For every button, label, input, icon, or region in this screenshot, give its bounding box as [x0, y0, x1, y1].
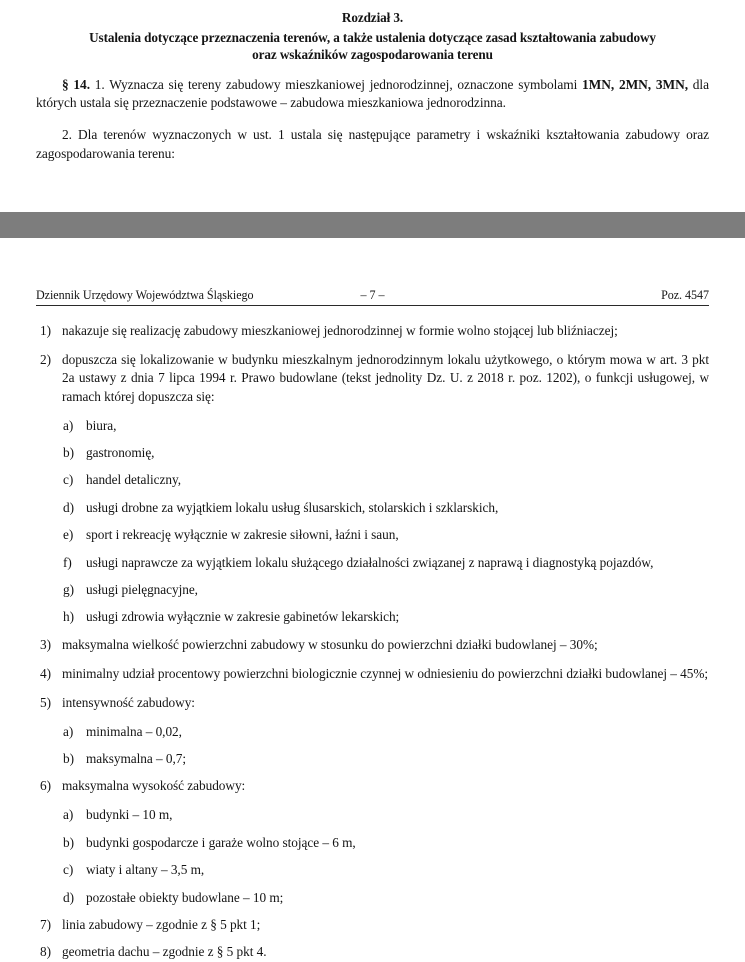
list-item-5-text: intensywność zabudowy: [62, 694, 195, 710]
list-item-2c-text: handel detaliczny, [86, 472, 181, 488]
page-fragment-top [0, 0, 745, 212]
paragraph-14-2 [36, 126, 709, 163]
list-item-6 [40, 777, 709, 795]
list-item-5a-marker: a) [63, 723, 74, 739]
list-item-5b [63, 750, 709, 768]
list-item-5 [40, 694, 709, 712]
list-item-6d-text: pozostałe obiekty budowlane – 10 m; [86, 889, 284, 905]
list-item-6a-text: budynki – 10 m, [86, 807, 173, 823]
list-item-6b-text: budynki gospodarcze i garaże wolno stojące – 6 m, [86, 834, 356, 850]
list-item-6d [63, 889, 709, 907]
chapter-title-block [36, 9, 709, 64]
list-item-2f-text: usługi naprawcze za wyjątkiem lokalu służącego działalności związanej z naprawą i diagnostyką pojazdów, [86, 554, 654, 570]
list-item-6b-marker: b) [63, 834, 74, 850]
running-head-position: Poz. 4547 [661, 288, 709, 302]
list-item-2a [63, 417, 709, 435]
list-item-2c [63, 471, 709, 489]
list-item-2e [63, 526, 709, 544]
list-item-2d [63, 499, 709, 517]
list-item-4-marker: 4) [40, 665, 51, 681]
list-item-5a-text: minimalna – 0,02, [86, 723, 182, 739]
paragraph-14-1 [36, 76, 709, 113]
list-item-1 [40, 322, 709, 340]
list-item-5b-text: maksymalna – 0,7; [86, 751, 186, 766]
list-item-2h-marker: h) [63, 609, 74, 625]
list-item-2e-marker: e) [63, 527, 74, 543]
list-item-6c [63, 861, 709, 879]
provisions-list [36, 322, 709, 962]
running-head-page-number: – 7 – [360, 288, 385, 302]
list-item-2-text: dopuszcza się lokalizowanie w budynku mieszkalnym jednorodzinnym lokalu użytkowego, o którym mowa w art. 3 pkt 2a ustawy z dnia 7 lipca 1994 r. Prawo budowlane (tekst jednolity Dz. U. z 2018 r. poz. 1202), o funkcji usługowej, w ramach której dopuszcza się: [62, 351, 709, 404]
chapter-heading: Rozdział 3. [341, 10, 404, 25]
list-item-6a [63, 806, 709, 824]
list-item-6-text: maksymalna wysokość zabudowy: [62, 778, 246, 794]
list-item-2 [40, 351, 709, 406]
list-item-3-text: maksymalna wielkość powierzchni zabudowy w stosunku do powierzchni działki budowlanej – 30%; [62, 636, 598, 652]
list-item-2g [63, 581, 709, 599]
terrain-symbols: 1MN, 2MN, 3MN, [582, 76, 689, 92]
list-item-2d-marker: d) [63, 499, 74, 515]
list-item-5-marker: 5) [40, 694, 51, 710]
list-item-2f-marker: f) [63, 554, 72, 570]
list-item-6c-marker: c) [63, 862, 74, 878]
chapter-subtitle-line-1: Ustalenia dotyczące przeznaczenia terenów, a także ustalenia dotyczące zasad kształtowania zabudowy [89, 29, 656, 45]
cut-off-line [36, 956, 709, 960]
page-separator-band [0, 212, 745, 238]
list-item-2a-marker: a) [63, 417, 74, 433]
list-item-2d-text: usługi drobne za wyjątkiem lokalu usług ślusarskich, stolarskich i szklarskich, [86, 499, 499, 515]
list-item-6d-marker: d) [63, 889, 74, 905]
list-item-2-marker: 2) [40, 351, 51, 367]
running-head-journal: Dziennik Urzędowy Województwa Śląskiego [36, 288, 254, 302]
list-item-2h [63, 608, 709, 626]
list-item-2b-text: gastronomię, [86, 445, 155, 461]
list-item-7-text: linia zabudowy – zgodnie z § 5 pkt 1; [62, 916, 261, 932]
list-item-7 [40, 916, 709, 934]
paragraph-14-2-text: 2. Dla terenów wyznaczonych w ust. 1 ustala się następujące parametry i wskaźniki kształtowania zabudowy oraz zagospodarowania terenu: [36, 127, 709, 161]
list-item-2f [63, 554, 709, 572]
list-item-4 [40, 665, 709, 683]
list-item-2g-marker: g) [63, 582, 74, 598]
list-item-7-marker: 7) [40, 916, 51, 932]
list-item-2b [63, 444, 709, 462]
list-item-2a-text: biura, [86, 417, 117, 433]
running-head-rule [36, 305, 709, 306]
list-item-2b-marker: b) [63, 445, 74, 461]
list-item-2c-marker: c) [63, 472, 74, 488]
list-item-2e-text: sport i rekreację wyłącznie w zakresie siłowni, łaźni i saun, [86, 527, 399, 543]
paragraph-14-1-text-a: 1. Wyznacza się tereny zabudowy mieszkaniowej jednorodzinnej, oznaczone symbolami [90, 76, 583, 92]
list-item-2h-text: usługi zdrowia wyłącznie w zakresie gabinetów lekarskich; [86, 609, 400, 625]
page-fragment-bottom [0, 238, 745, 960]
chapter-subtitle-line-2: oraz wskaźników zagospodarowania terenu [252, 47, 493, 62]
list-item-4-text: minimalny udział procentowy powierzchni biologicznie czynnej w odniesieniu do powierzchni działki budowlanej – 45%; [62, 665, 708, 681]
section-symbol: § 14. [62, 76, 90, 92]
list-item-8-text: geometria dachu – zgodnie z § 5 pkt 4. [62, 944, 267, 960]
list-item-6b [63, 834, 709, 852]
list-item-3 [40, 636, 709, 654]
list-item-6c-text: wiaty i altany – 3,5 m, [86, 862, 205, 878]
list-item-6a-marker: a) [63, 807, 74, 823]
list-item-2g-text: usługi pielęgnacyjne, [86, 582, 198, 598]
list-item-5a [63, 723, 709, 741]
list-item-1-text: nakazuje się realizację zabudowy mieszkaniowej jednorodzinnej w formie wolno stojącej lub bliźniaczej; [62, 323, 618, 338]
list-item-3-marker: 3) [40, 636, 51, 652]
running-head [36, 238, 709, 302]
paragraph-14-1-text-b: dla których ustala się przeznaczenie podstawowe – zabudowa mieszkaniowa jednorodzinna. [36, 76, 709, 111]
list-item-8-marker: 8) [40, 944, 51, 960]
list-item-6-marker: 6) [40, 778, 51, 794]
list-item-5b-marker: b) [63, 751, 74, 766]
list-item-1-marker: 1) [40, 323, 51, 338]
